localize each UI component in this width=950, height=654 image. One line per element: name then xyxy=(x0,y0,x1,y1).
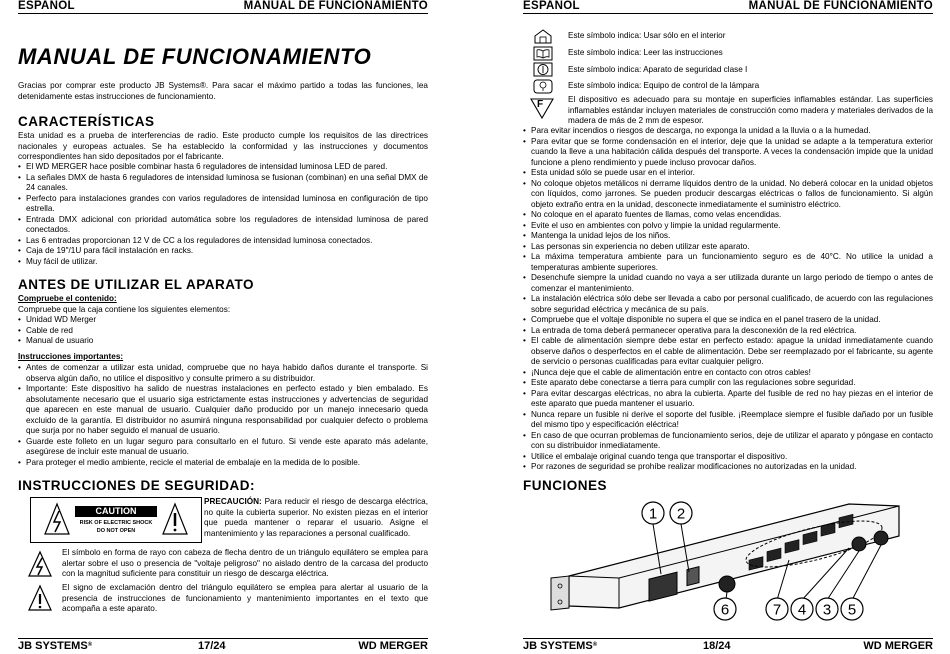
list-item: • Nunca repare un fusible ni derive el soporte del fusible. ¡Reemplace siempre el fusible dañado por un fusible del mismo tipo y especificación eléctrica! xyxy=(523,410,933,431)
list-item: • El cable de alimentación siempre debe estar en perfecto estado: apague la unidad inmediatamente cuando observe daños o desperfectos en el cable de alimentación. Debe ser reemplazado por el fabricante, su agente de servicio o personas cualificadas para evitar cualquier peligro. xyxy=(523,336,933,368)
list-item: • Utilice el embalaje original cuando tenga que transportar el dispositivo. xyxy=(523,452,933,463)
precaution-body: Para reducir el riesgo de descarga eléctrica, no quite la cubierta superior. No existen piezas en el interior que pueda mantener o reparar el usuario. Asigne el mantenimiento y las reparaciones a personal cualificado. xyxy=(204,497,428,538)
list-item: • Este aparato debe conectarse a tierra para cumplir con las regulaciones sobre seguridad. xyxy=(523,378,933,389)
safety-list xyxy=(523,126,933,473)
lamp-control-icon xyxy=(533,79,553,94)
before-use-heading: ANTES DE UTILIZAR EL APARATO xyxy=(18,277,255,292)
list-item: • ¡Nunca deje que el cable de alimentación entre en contacto con otros cables! xyxy=(523,368,933,379)
footer-brand: JB SYSTEMS® xyxy=(18,640,93,652)
callout-6: 6 xyxy=(720,601,730,619)
caution-word: CAUTION xyxy=(95,506,137,516)
page-number: 17/24 xyxy=(198,640,226,652)
list-item: • Importante: Este dispositivo ha salido de nuestras instalaciones en perfecto estado y bien embalado. Es absolutamente necesario que el usuario siga estrictamente estas instrucciones y advertencias de seguridad que aparecen en este manual de usuario. Cualquier daño producido por un manejo innecesario queda excluido de la garantía. El distribuidor no asumirá ninguna responsabilidad por cualquier defecto o problema que surja por no haber seguido el manual de usuario. xyxy=(18,384,428,437)
list-item: • Manual de usuario xyxy=(18,336,428,347)
features-list xyxy=(18,162,428,267)
safety-heading: INSTRUCCIONES DE SEGURIDAD: xyxy=(18,478,256,493)
list-item: • Guarde este folleto en un lugar seguro para consultarlo en el futuro. Si vende este aparato más adelante, asegúrese de incluir este manual de usuario. xyxy=(18,437,428,458)
flammable-f-letter: F xyxy=(537,99,544,110)
footer-product: WD MERGER xyxy=(358,640,428,652)
header-title: MANUAL DE FUNCIONAMIENTO xyxy=(243,0,428,12)
list-item: • Caja de 19"/1U para fácil instalación en racks. xyxy=(18,246,428,257)
features-paragraph: Esta unidad es a prueba de interferencias de radio. Este producto cumple los requisitos de las directrices nacionales y europeas actuales. Se ha establecido la conformidad y las instrucciones y documentos correspondientes han sido depositados por el fabricante. xyxy=(18,131,428,161)
check-contents-text: Compruebe que la caja contiene los siguientes elementos: xyxy=(18,304,231,314)
list-item: • Antes de comenzar a utilizar esta unidad, compruebe que no haya habido daños durante el transporte. Si observa algún daño, no utilice el dispositivo y consulte primero a su distribuidor. xyxy=(18,363,428,384)
list-item: • Para evitar descargas eléctricas, no abra la cubierta. Aparte del fusible de red no hay piezas en el interior de este aparato que pueda mantener el usuario. xyxy=(523,389,933,410)
header-language: ESPAÑOL xyxy=(523,0,580,12)
lightning-triangle-icon xyxy=(28,550,52,578)
exclamation-triangle-icon xyxy=(28,584,52,612)
list-item: • Muy fácil de utilizar. xyxy=(18,257,428,268)
callout-5: 5 xyxy=(847,601,857,619)
list-item: • Cable de red xyxy=(18,326,428,337)
list-item: • La instalación eléctrica sólo debe ser llevada a cabo por personal cualificado, de acuerdo con las regulaciones sobre seguridad eléctrica y mecánica de su país. xyxy=(523,294,933,315)
list-item: • Unidad WD Merger xyxy=(18,315,428,326)
safety-class-1-icon xyxy=(533,62,553,77)
header-title: MANUAL DE FUNCIONAMIENTO xyxy=(748,0,933,12)
manual-title: MANUAL DE FUNCIONAMIENTO xyxy=(18,44,372,69)
exclamation-explanation: El signo de exclamación dentro del triángulo equilátero se emplea para alertar al usuario de la presencia de instrucciones de funcionamiento y mantenimiento importantes en el texto que acompaña a este aparato. xyxy=(62,583,428,613)
important-list xyxy=(18,363,428,468)
callout-2: 2 xyxy=(676,505,686,523)
list-item: • Evite el uso en ambientes con polvo y limpie la unidad regularmente. xyxy=(523,221,933,232)
header-language: ESPAÑOL xyxy=(18,0,75,12)
list-item: • La señales DMX de hasta 6 reguladores de intensidad luminosa se fusionan (combinan) en una señal DMX de 24 canales. xyxy=(18,173,428,194)
symbol-text-class1: Este símbolo indica: Aparato de seguridad clase I xyxy=(568,65,748,74)
callout-1: 1 xyxy=(648,505,658,523)
footer-brand-text: JB SYSTEMS xyxy=(18,640,88,652)
intro-text xyxy=(18,81,428,102)
symbol-text-read: Este símbolo indica: Leer las instrucciones xyxy=(568,48,723,57)
list-item: • Para evitar incendios o riesgos de descarga, no exponga la unidad a la lluvia o a la humedad. xyxy=(523,126,933,137)
symbol-text-indoor: Este símbolo indica: Usar sólo en el interior xyxy=(568,31,726,40)
callout-3: 3 xyxy=(822,601,832,619)
indoor-use-icon xyxy=(533,29,553,44)
page-footer xyxy=(18,638,428,652)
list-item: • Desenchufe siempre la unidad cuando no vaya a ser utilizada durante un largo periodo de tiempo o antes de comenzar el mantenimiento. xyxy=(523,273,933,294)
page-header xyxy=(523,0,933,14)
list-item: • Las 6 entradas proporcionan 12 V de CC a los reguladores de intensidad luminosa conectados. xyxy=(18,236,428,247)
important-title: Instrucciones importantes: xyxy=(18,352,124,361)
page-17 xyxy=(18,0,428,654)
intro-text-content: Gracias por comprar este producto JB Systems®. Para sacar el máximo partido a todas las funciones, lea detenidamente estas instrucciones de funcionamiento. xyxy=(18,81,428,101)
caution-line-2: DO NOT OPEN xyxy=(96,528,136,534)
list-item: • Para proteger el medio ambiente, recicle el material de embalaje en la medida de lo posible. xyxy=(18,458,428,469)
lightning-explanation: El símbolo en forma de rayo con cabeza de flecha dentro de un triángulo equilátero se emplea para alertar sobre el uso o presencia de "voltaje peligroso" no aislado dentro de la carcasa del producto con la magnitud suficiente para constituir un riesgo de descarga eléctrica. xyxy=(62,548,428,578)
list-item: • Perfecto para instalaciones grandes con varios reguladores de intensidad luminosa en configuración de tipo estrella. xyxy=(18,194,428,215)
list-item: • No coloque objetos metálicos ni derrame líquidos dentro de la unidad. No deberá colocar en la unidad objetos con líquidos, como jarrones. Se pueden producir descargas eléctricas o fallos de funcionamiento. Si algún objeto extraño entra en la unidad, desconecte inmediatamente el suministro eléctrico. xyxy=(523,179,933,211)
footer-product: WD MERGER xyxy=(863,640,933,652)
list-item: • Esta unidad sólo se puede usar en el interior. xyxy=(523,168,933,179)
caution-line-1: RISK OF ELECTRIC SHOCK xyxy=(79,520,153,526)
page-number: 18/24 xyxy=(703,640,731,652)
contents-list xyxy=(18,315,428,347)
callout-7: 7 xyxy=(772,601,782,619)
list-item: • En caso de que ocurran problemas de funcionamiento serios, deje de utilizar el aparato y póngase en contacto con su distribuidor inmediatamente. xyxy=(523,431,933,452)
list-item: • No coloque en el aparato fuentes de llamas, como velas encendidas. xyxy=(523,210,933,221)
list-item: • La máxima temperatura ambiente para un funcionamiento seguro es de 40°C. No utilice la unidad a temperaturas ambiente superiores. xyxy=(523,252,933,273)
list-item: • El WD MERGER hace posible combinar hasta 6 reguladores de intensidad luminosa LED de pared. xyxy=(18,162,428,173)
list-item: • Entrada DMX adicional con prioridad automática sobre los reguladores de intensidad luminosa de pared conectados. xyxy=(18,215,428,236)
symbol-text-lamp: Este símbolo indica: Equipo de control de la lámpara xyxy=(568,81,760,90)
list-item: • Compruebe que el voltaje disponible no supera el que se indica en el panel trasero de la unidad. xyxy=(523,315,933,326)
callout-4: 4 xyxy=(797,601,807,619)
page-18 xyxy=(523,0,933,654)
device-rear-panel-diagram xyxy=(549,496,929,636)
list-item: • Para evitar que se forme condensación en el interior, deje que la unidad se adapte a la temperatura exterior cuando la lleve a una habitación cálida después del transporte. A veces la condensación impide que la unidad funcione a pleno rendimiento y puede incluso provocar daños. xyxy=(523,137,933,169)
list-item: • La entrada de toma deberá permanecer operativa para la desconexión de la red eléctrica. xyxy=(523,326,933,337)
symbol-text-flammable: El dispositivo es adecuado para su montaje en superficies inflamables estándar. Las superficies inflamables estándar incluyen materiales de construcción como madera y materiales derivados de la madera de más de 2 mm de espesor. xyxy=(568,95,933,125)
check-contents-title: Compruebe el contenido: xyxy=(18,294,117,303)
precaution-text xyxy=(204,497,428,539)
functions-heading: FUNCIONES xyxy=(523,478,608,493)
page-header xyxy=(18,0,428,14)
precaution-label: PRECAUCIÓN: xyxy=(204,497,262,506)
page-footer xyxy=(523,638,933,652)
list-item: • Por razones de seguridad se prohíbe realizar modificaciones no autorizadas en la unidad. xyxy=(523,462,933,473)
list-item: • Mantenga la unidad lejos de los niños. xyxy=(523,231,933,242)
list-item: • Las personas sin experiencia no deben utilizar este aparato. xyxy=(523,242,933,253)
footer-brand-text: JB SYSTEMS xyxy=(523,640,593,652)
footer-brand: JB SYSTEMS® xyxy=(523,640,598,652)
read-instructions-icon xyxy=(533,46,553,61)
caution-label-graphic xyxy=(30,497,202,543)
features-heading: CARACTERÍSTICAS xyxy=(18,114,155,129)
